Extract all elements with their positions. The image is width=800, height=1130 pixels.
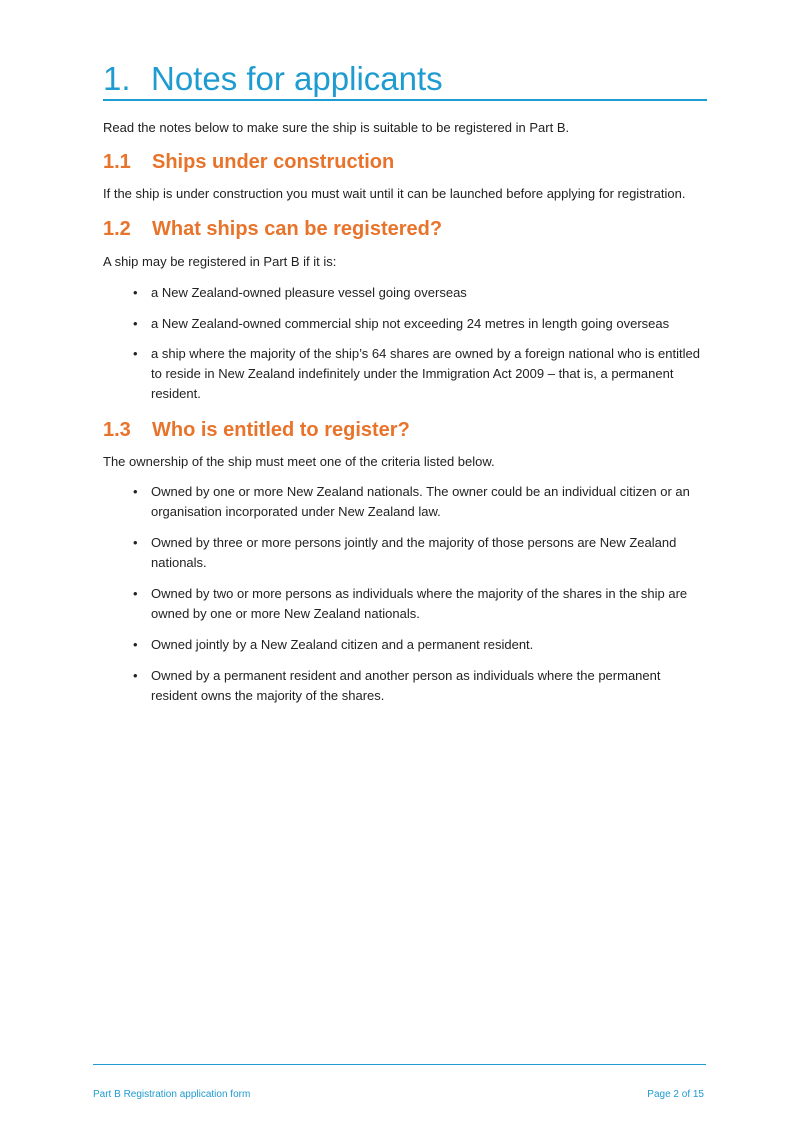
heading-1-2-title: What ships can be registered? xyxy=(152,218,443,240)
construction-text: If the ship is under construction you must wait until it can be launched before applying for registration. xyxy=(103,186,686,201)
list-item-text: Owned by one or more New Zealand nationals. The owner could be an individual citizen or an organisation incorporated under New Zealand law. xyxy=(151,484,690,519)
footer-divider xyxy=(93,1064,706,1065)
page-title xyxy=(103,58,707,101)
bullet-icon: • xyxy=(133,535,138,550)
list-item-text: a ship where the majority of the ship’s 64 shares are owned by a foreign national who is entitled to reside in New Zealand indefinitely under the Immigration Act 2009 – that is, a permanent resident. xyxy=(151,346,700,401)
heading-1-1-number: 1.1 xyxy=(103,151,131,173)
heading-1-3-title: Who is entitled to register? xyxy=(152,419,410,441)
list-item-text: a New Zealand-owned pleasure vessel going overseas xyxy=(151,285,467,300)
heading-1-1-title: Ships under construction xyxy=(152,151,395,173)
section-title: Notes for applicants xyxy=(151,60,443,97)
list-item-text: Owned jointly by a New Zealand citizen and a permanent resident. xyxy=(151,637,534,652)
bullet-icon: • xyxy=(133,316,138,331)
ownership-lead-text: The ownership of the ship must meet one of the criteria listed below. xyxy=(103,454,495,469)
bullet-icon: • xyxy=(133,637,138,652)
list-item-text: Owned by three or more persons jointly and the majority of those persons are New Zealand nationals. xyxy=(151,535,677,570)
bullet-icon: • xyxy=(133,285,138,300)
bullet-icon: • xyxy=(133,668,138,683)
section-number: 1. xyxy=(103,60,131,97)
list-item-text: Owned by two or more persons as individuals where the majority of the shares in the ship are owned by one or more New Zealand nationals. xyxy=(151,586,688,621)
bullet-icon: • xyxy=(133,586,138,601)
heading-1-2-number: 1.2 xyxy=(103,218,131,240)
list-item-text: Owned by a permanent resident and another person as individuals where the permanent resident owns the majority of the shares. xyxy=(151,668,661,703)
ships-lead-text: A ship may be registered in Part B if it is: xyxy=(103,254,337,269)
footer-document-title: Part B Registration application form xyxy=(93,1089,251,1100)
bullet-icon: • xyxy=(133,484,138,499)
intro-text: Read the notes below to make sure the ship is suitable to be registered in Part B. xyxy=(103,120,570,135)
list-item-text: a New Zealand-owned commercial ship not exceeding 24 metres in length going overseas xyxy=(151,316,670,331)
footer-page-number: Page 2 of 15 xyxy=(647,1089,704,1100)
bullet-icon: • xyxy=(133,346,138,361)
heading-1-3-number: 1.3 xyxy=(103,419,131,441)
